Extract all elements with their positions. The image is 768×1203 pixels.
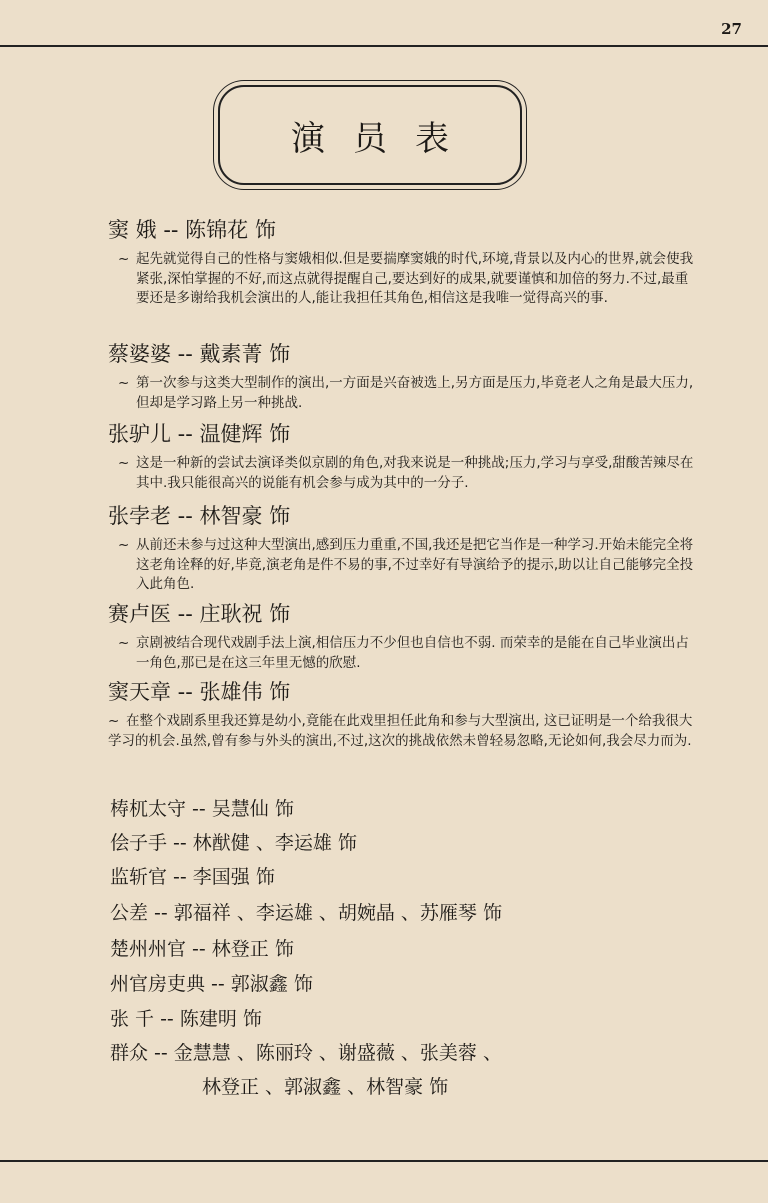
cast-line: 公差 -- 郭福祥 、李运雄 、胡婉晶 、苏雁琴 饰: [110, 902, 502, 924]
cast-line: 梼杌太守 -- 吴慧仙 饰: [110, 798, 294, 820]
cast-line: 张 千 -- 陈建明 饰: [110, 1008, 262, 1030]
role-heading: 窦天章 -- 张雄伟 饰: [108, 680, 291, 704]
role-section: [108, 340, 698, 413]
title-frame: [218, 85, 522, 185]
role-section: [108, 216, 698, 309]
cast-line: 州官房吏典 -- 郭淑鑫 饰: [110, 973, 313, 995]
role-comment: ~ 在整个戏剧系里我还算是幼小,竟能在此戏里担任此角和参与大型演出, 这已证明是一个给我很大学习的机会.虽然,曾有参与外头的演出,不过,这次的挑战依然未曾轻易忽略,无论如何,我会尽力而为.: [108, 713, 693, 749]
role-heading: 窦 娥 -- 陈锦花 饰: [108, 218, 276, 242]
crowd-line-2: 林登正 、郭淑鑫 、林智豪 饰: [202, 1076, 449, 1098]
bottom-rule: [0, 1160, 768, 1162]
role-heading: 蔡婆婆 -- 戴素菁 饰: [108, 342, 291, 366]
role-comment: ~ 第一次参与这类大型制作的演出,一方面是兴奋被选上,另方面是压力,毕竟老人之角是最大压力,但却是学习路上另一种挑战.: [118, 375, 694, 411]
page-title: 演员表: [291, 118, 477, 159]
role-comment: ~ 从前还未参与过这种大型演出,感到压力重重,不国,我还是把它当作是一种学习.开始未能完全将这老角诠释的好,毕竟,演老角是件不易的事,不过幸好有导演给予的提示,助以让自己能够完全投入此角色.: [118, 537, 694, 592]
cast-line: 侩子手 -- 林猷健 、李运雄 饰: [110, 832, 357, 854]
role-section: [108, 678, 698, 751]
role-comment: ~ 京剧被结合现代戏剧手法上演,相信压力不少但也自信也不弱. 而荣幸的是能在自己毕业演出占一角色,那已是在这三年里无憾的欣慰.: [118, 635, 689, 671]
role-section: [108, 600, 698, 673]
page-number: 27: [721, 20, 742, 38]
top-rule: [0, 45, 768, 47]
crowd-line-1: 群众 -- 金慧慧 、陈丽玲 、谢盛薇 、张美蓉 、: [110, 1042, 502, 1064]
role-section: [108, 502, 698, 595]
role-comment: ~ 起先就觉得自己的性格与窦娥相似.但是要揣摩窦娥的时代,环境,背景以及内心的世界,就会使我紧张,深怕掌握的不好,而这点就得提醒自己,要达到好的成果,就要谨慎和加倍的努力.不过,最重要还是多谢给我机会演出的人,能让我担任其角色,相信这是我唯一觉得高兴的事.: [118, 251, 694, 306]
role-section: [108, 420, 698, 493]
role-heading: 张驴儿 -- 温健辉 饰: [108, 422, 291, 446]
role-heading: 赛卢医 -- 庄耿祝 饰: [108, 602, 291, 626]
cast-line: 监斩官 -- 李国强 饰: [110, 866, 275, 888]
role-comment: ~ 这是一种新的尝试去演译类似京剧的角色,对我来说是一种挑战;压力,学习与享受,甜酸苦辣尽在其中.我只能很高兴的说能有机会参与成为其中的一分子.: [118, 455, 694, 491]
crowd-cast: [110, 1040, 502, 1100]
role-heading: 张孛老 -- 林智豪 饰: [108, 504, 291, 528]
cast-line: 楚州州官 -- 林登正 饰: [110, 938, 294, 960]
